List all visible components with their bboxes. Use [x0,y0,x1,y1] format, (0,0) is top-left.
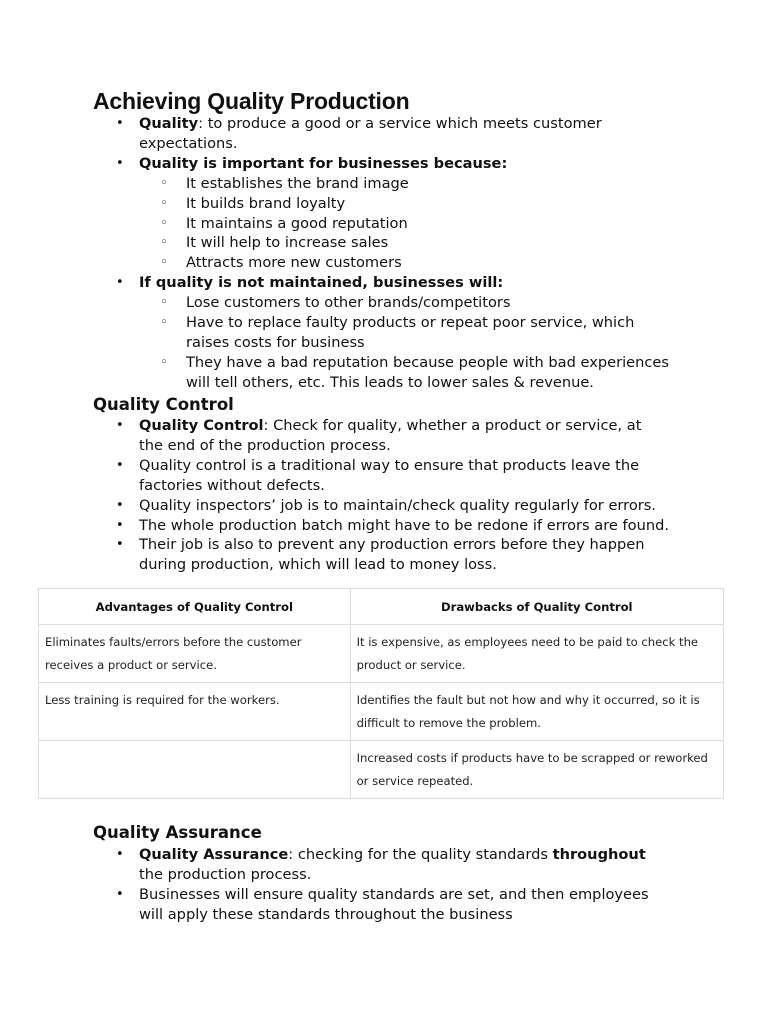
sub-list-item: ◦ It will help to increase sales [0,233,676,253]
list-item: • The whole production batch might have to be redone if errors are found. [0,516,669,536]
definition-text: : to produce a good or a service which meets customer expectations. [139,115,602,152]
term-quality: Quality [139,115,199,132]
sub-list-item: ◦ It establishes the brand image [0,174,676,194]
column-header-advantages: Advantages of Quality Control [39,589,351,625]
sub-list-item: ◦ Lose customers to other brands/competitors [0,293,676,313]
sub-list-item: ◦ It maintains a good reputation [0,214,676,234]
table-row [39,625,724,683]
sub-list-item: ◦ It builds brand loyalty [0,194,676,214]
intro-list [0,114,768,393]
list-item [0,416,669,456]
definition-text: the production process. [139,865,312,883]
list-item [0,845,669,885]
table-cell: It is expensive, as employees need to be paid to check the product or service. [350,625,723,683]
list-item [0,273,669,293]
section-heading-quality-assurance: Quality Assurance [93,823,262,842]
important-heading: Quality is important for businesses because: [139,154,508,172]
not-maintained-heading: If quality is not maintained, businesses will: [139,274,504,292]
table-cell [39,741,351,799]
section-heading-quality-control: Quality Control [93,395,234,414]
sub-list-item: ◦ They have a bad reputation because people with bad experiences will tell others, etc. This leads to lower sales & revenue. [0,353,676,393]
sub-list-item: ◦ Have to replace faulty products or repeat poor service, which raises costs for business [0,313,676,353]
page-title: Achieving Quality Production [93,88,410,114]
list-item: • Quality control is a traditional way to ensure that products leave the factories without defects. [0,456,669,496]
table-cell: Identifies the fault but not how and why it occurred, so it is difficult to remove the problem. [350,683,723,741]
table-cell: Eliminates faults/errors before the customer receives a product or service. [39,625,351,683]
quality-control-table [38,588,724,799]
list-item [0,114,669,154]
table-cell: Less training is required for the workers. [39,683,351,741]
sub-list-item: ◦ Attracts more new customers [0,253,676,273]
table-row [39,683,724,741]
quality-assurance-list [0,845,768,925]
table-row [39,741,724,799]
term-quality-control: Quality Control [139,417,264,434]
term-quality-assurance: Quality Assurance [139,846,289,863]
list-item: • Businesses will ensure quality standards are set, and then employees will apply these standards throughout the business [0,885,669,925]
table-header-row [39,589,724,625]
quality-control-list [0,416,768,575]
table-cell: Increased costs if products have to be scrapped or reworked or service repeated. [350,741,723,799]
list-item [0,154,669,174]
list-item: • Their job is also to prevent any production errors before they happen during production, which will lead to money loss. [0,535,669,575]
list-item: • Quality inspectors’ job is to maintain/check quality regularly for errors. [0,496,669,516]
emphasis-text: throughout [552,846,646,863]
definition-text: : checking for the quality standards [288,846,553,863]
column-header-drawbacks: Drawbacks of Quality Control [350,589,723,625]
definition-text: : Check for quality, whether a product or service, at the end of the production process. [139,417,642,454]
